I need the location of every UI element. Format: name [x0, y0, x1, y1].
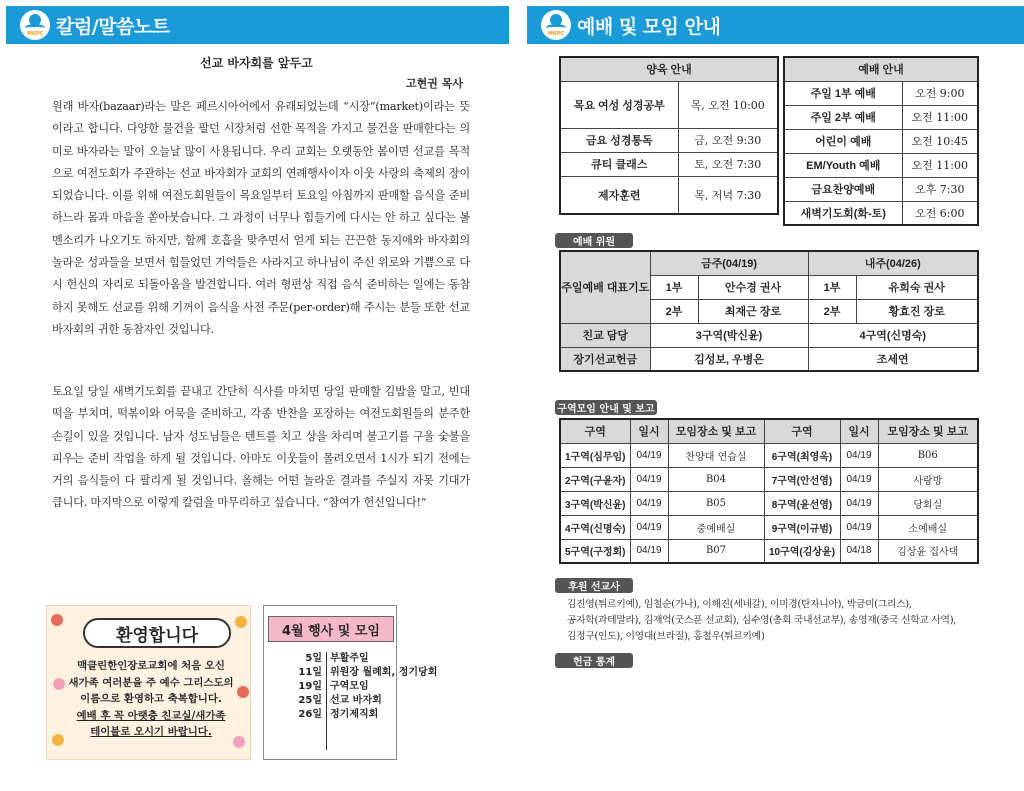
this-week-header: 금주(04/19): [650, 251, 808, 275]
fellowship-this: 3구역(박신윤): [650, 323, 808, 347]
welcome-card: [46, 605, 251, 760]
wiwon-table: [559, 250, 979, 372]
welcome-banner: 환영합니다: [83, 618, 231, 648]
yebae-time: 오전 11:00: [902, 153, 978, 177]
flower-icon: [235, 616, 247, 628]
yebae-time: 오후 7:30: [902, 177, 978, 201]
yebae-header: 예배 안내: [784, 57, 978, 81]
rep-prayer-label: 주일예배 대표기도: [560, 251, 650, 323]
church-logo-icon: MKPC: [541, 10, 571, 40]
flower-icon: [51, 614, 63, 626]
prayer-name: 황효진 장로: [856, 299, 978, 323]
yangyuk-name: 금요 성경통독: [560, 128, 678, 152]
guyeok-col-header: 일시: [840, 419, 878, 443]
offering-report-pill: 헌금 통계: [555, 653, 633, 668]
guyeok-table: [559, 418, 979, 564]
yebae-name: 주일 2부 예배: [784, 105, 902, 129]
table-row: 4구역(신명숙) 04/19 중예배실 9구역(이규범) 04/19 소예배실: [560, 515, 978, 539]
yangyuk-name: 제자훈련: [560, 176, 678, 214]
april-events-card: [263, 605, 438, 760]
event-row: 25일 선교 바자회: [298, 695, 382, 706]
yangyuk-time: 목, 저녁 7:30: [678, 176, 778, 214]
guyeok-pill: 구역모임 안내 및 보고: [555, 400, 657, 415]
part-label: 2부: [808, 299, 856, 323]
prayer-name: 안수경 권사: [698, 275, 808, 299]
guyeok-col-header: 구역: [764, 419, 840, 443]
yebae-name: EM/Youth 예배: [784, 153, 902, 177]
column-paragraph-2: 토요일 당일 새벽기도회를 끝내고 간단히 식사를 마치면 당일 판매할 김밥을 말고, 빈대떡을 부치며, 떡볶이와 어묵을 준비하고, 각종 반찬을 포장하는 여전도회원들의 분주한 손길이 있을 것입니다. 남자 성도님들은 텐트를 치고 상을 차리며 불고기를 구울 숯불을 피우는 준비 작업을 하게 될 것입니다. 아마도 이웃들이 몰려오면서 1시가 되기 전에는 거의 음식들이 다 팔리게 될 것입니다. 올해는 어떤 놀라운 결과를 주실지 자못 기대가 큽니다. 마지막으로 이렇게 칼럼을 마무리하고 싶습니다. “참여가 헌신입니다!”: [52, 385, 470, 510]
church-logo-icon: MKPC: [20, 10, 50, 40]
prayer-name: 최재근 장로: [698, 299, 808, 323]
missionary-pill: 후원 선교사: [555, 578, 633, 593]
offering-this: 김성보, 우병은: [650, 347, 808, 371]
yebae-table: [783, 56, 979, 226]
table-row: 1구역(심무임) 04/19 찬양대 연습실 6구역(최영옥) 04/19 B06: [560, 443, 978, 467]
next-week-header: 내주(04/26): [808, 251, 978, 275]
event-row: 11일 위원장 월례회, 정기당회: [298, 667, 438, 678]
guyeok-col-header: 모임장소 및 보고: [668, 419, 764, 443]
yebae-name: 새벽기도회(화-토): [784, 201, 902, 225]
column-title: 선교 바자회를 앞두고: [200, 56, 313, 70]
fellowship-next: 4구역(신명숙): [808, 323, 978, 347]
yangyuk-time: 목, 오전 10:00: [678, 81, 778, 128]
yebae-time: 오전 10:45: [902, 129, 978, 153]
offering-next: 조세연: [808, 347, 978, 371]
missionary-list: 김진영(튀르키예), 임철순(가나), 이해진(세네갈), 이미경(탄자니아), 박금미(그리스), 공자학(과테말라), 김재억(굿스푼 선교회), 심수영(총회 국내선교부), 송영재(중국 신학교 사역), 김정구(인도), 이영대(브라질), 홍철우(튀르키예): [567, 599, 957, 642]
worship-header-bar: [527, 6, 1024, 44]
welcome-message: 맥클린한인장로교회에 처음 오신 새가족 여러분을 주 예수 그리스도의 이름으로 환영하고 축복합니다. 예배 후 꼭 아랫층 친교실/새가족 테이블로 오시기 바랍니다.: [68, 660, 234, 738]
yebae-name: 금요찬양예배: [784, 177, 902, 201]
yangyuk-header: 양육 안내: [560, 57, 778, 81]
events-title: 4월 행사 및 모임: [268, 616, 394, 642]
yebae-name: 주일 1부 예배: [784, 81, 902, 105]
yangyuk-time: 금, 오전 9:30: [678, 128, 778, 152]
yebae-name: 어린이 예배: [784, 129, 902, 153]
offering-label: 장기선교헌금: [560, 347, 650, 371]
table-row: 3구역(박신윤) 04/19 B05 8구역(윤선영) 04/19 당회실: [560, 491, 978, 515]
guyeok-col-header: 구역: [560, 419, 630, 443]
yangyuk-name: 목요 여성 성경공부: [560, 81, 678, 128]
event-row: 19일 구역모임: [298, 681, 369, 692]
prayer-name: 유희숙 권사: [856, 275, 978, 299]
table-row: 2구역(구윤자) 04/19 B04 7구역(안선영) 04/19 사랑방: [560, 467, 978, 491]
part-label: 1부: [808, 275, 856, 299]
yangyuk-time: 토, 오전 7:30: [678, 152, 778, 176]
yangyuk-table: [559, 56, 779, 215]
guyeok-col-header: 일시: [630, 419, 668, 443]
part-label: 1부: [650, 275, 698, 299]
yebae-time: 오전 11:00: [902, 105, 978, 129]
wiwon-pill: 예배 위원: [555, 233, 633, 248]
guyeok-col-header: 모임장소 및 보고: [878, 419, 978, 443]
column-paragraph-1: 원래 바자(bazaar)라는 말은 페르시아어에서 유래되었는데 “시장”(market)이라는 뜻이라고 합니다. 다양한 물건을 팔던 시장처럼 선한 목적을 가지고 물건을 판매한다는 의미로 바자라는 말이 오늘날 많이 사용됩니다. 우리 교회는 오랫동안 봄이면 선교를 목적으로 여전도회가 주관하는 선교 바자회가 교회의 연례행사이자 이웃 사랑의 축제의 장이 되었습니다. 이를 위해 여전도회원들이 목요일부터 토요일 아침까지 판매할 음식을 준비하느라 몸과 마음을 쏟아붓습니다. 그 과정이 너무나 힘들기에 다시는 안 하고 싶다는 볼멘소리가 나오기도 하지만, 함께 호흡을 맞추면서 얻게 되는 끈끈한 동지애와 바자회의 놀라운 성과들을 보면서 힘들었던 기억들은 사라지고 하나님이 주신 위로와 기쁨으로 다시 헌신의 자리로 되돌아옴을 발견합니다. 여러 형편상 직접 음식 준비하는 일에는 동참하지 못해도 선교를 위해 기꺼이 음식을 사전 주문(per-order)해 주시는 분들 또한 선교 바자회의 귀한 동참자인 것입니다.: [52, 100, 470, 336]
yebae-time: 오전 9:00: [902, 81, 978, 105]
yebae-time: 오전 6:00: [902, 201, 978, 225]
table-row: 5구역(구정회) 04/19 B07 10구역(김상윤) 04/18 김상윤 집사댁: [560, 539, 978, 563]
column-author: 고현권 목사: [406, 77, 463, 90]
part-label: 2부: [650, 299, 698, 323]
column-header-bar: [6, 6, 509, 44]
yangyuk-name: 큐티 클래스: [560, 152, 678, 176]
worship-header-title: 예배 및 모임 안내: [577, 15, 721, 38]
fellowship-label: 친교 담당: [560, 323, 650, 347]
event-row: 26일 정기제직회: [298, 709, 379, 720]
event-row: 5일 부활주일: [305, 653, 369, 664]
column-header-title: 칼럼/말씀노트: [56, 15, 170, 38]
